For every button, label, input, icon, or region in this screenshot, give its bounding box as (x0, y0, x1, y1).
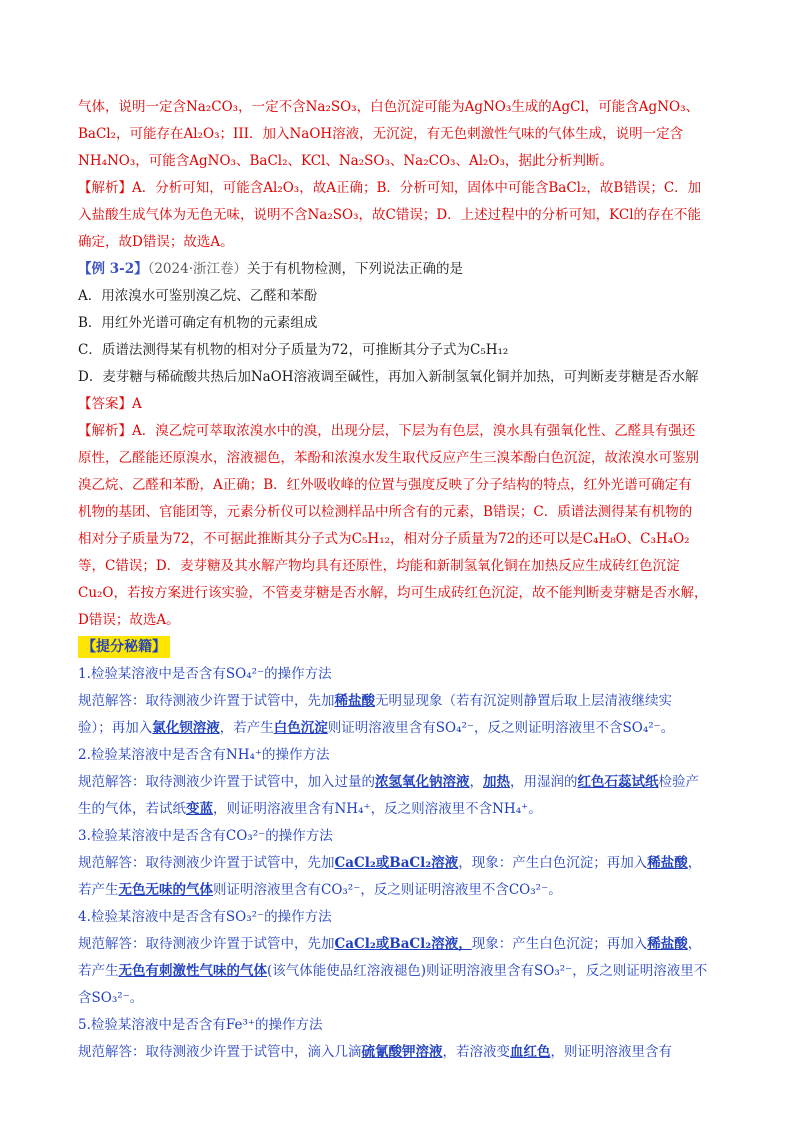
tip-text: ，若溶液变 (442, 1044, 510, 1060)
key-term: 氯化钡溶液 (152, 720, 220, 736)
tip-text: 无明显现象（若有沉淀则静置后取上层清液继续实 (375, 693, 672, 709)
key-term: 稀盐酸 (647, 936, 688, 952)
tip-text: 检验产 (658, 774, 699, 790)
tip-text: (该气体能使品红溶液褪色)则证明溶液里含有SO₃²⁻，反之则证明溶液里不 (267, 963, 708, 979)
analysis-line: 气体，说明一定含Na₂CO₃，一定不含Na₂SO₃，白色沉淀可能为AgNO₃生成的AgCl，可能含AgNO₃、 (78, 99, 699, 115)
key-term: 白色沉淀 (273, 720, 328, 736)
tips-title: 【提分秘籍】 (78, 636, 170, 658)
tip-line (78, 688, 738, 715)
tip-text: 验）；再加入 (78, 720, 153, 736)
analysis-line: NH₄NO₃，可能含AgNO₃、BaCl₂、KCl、Na₂SO₃、Na₂CO₃、Al₂O₃，据此分析判断。 (78, 153, 613, 169)
explanation-line: 溴乙烷、乙醛和苯酚，A正确；B．红外吸收峰的位置与强度反映了分子结构的特点，红外光谱可确定有 (78, 477, 692, 493)
key-term: CaCl₂或BaCl₂溶液， (334, 936, 472, 952)
tip-line (78, 931, 738, 958)
tip-line (78, 958, 738, 985)
tip-line (78, 769, 738, 796)
example-source: （2024·浙江卷） (147, 261, 247, 277)
tip-heading-5: 5.检验某溶液中是否含有Fe³⁺的操作方法 (78, 1017, 323, 1033)
tip-text: 规范解答：取待测液少许置于试管中，先加 (78, 693, 335, 709)
explanation-line: 确定，故D错误；故选A。 (78, 234, 234, 250)
document-page (78, 94, 738, 1066)
tip-line (78, 850, 738, 877)
example-tag: 【例 3-2】 (78, 261, 148, 277)
tip-text: 规范解答：取待测液少许置于试管中，滴入几滴 (78, 1044, 362, 1060)
tip-heading-3: 3.检验某溶液中是否含有CO₃²⁻的操作方法 (78, 828, 333, 844)
key-term: 稀盐酸 (334, 693, 375, 709)
option-c: C．质谱法测得某有机物的相对分子质量为72，可推断其分子式为C₅H₁₂ (78, 342, 509, 358)
example-header (78, 256, 738, 283)
tip-text: 含SO₃²⁻。 (78, 990, 144, 1006)
example-question: 关于有机物检测，下列说法正确的是 (247, 261, 463, 277)
key-term: 无色无味的气体 (118, 882, 213, 898)
tip-text: ，则证明溶液里含有 (550, 1044, 672, 1060)
tip-text: ，若产生 (219, 720, 274, 736)
explanation-line: 相对分子质量为72，不可据此推断其分子式为C₅H₁₂，相对分子质量为72的还可以是C₄H₈O、C₃H₄O₂ (78, 531, 690, 547)
explanation-line: 原性，乙醛能还原溴水，溶液褪色，苯酚和浓溴水发生取代反应产生三溴苯酚白色沉淀，故浓溴水可鉴别 (78, 450, 699, 466)
tip-heading-2: 2.检验某溶液中是否含有NH₄⁺的操作方法 (78, 747, 330, 763)
tip-text: 规范解答：取待测液少许置于试管中，先加 (78, 855, 335, 871)
tip-text: 生的气体，若试纸 (78, 801, 186, 817)
tip-text: ， (687, 936, 702, 952)
tip-text: ，用湿润的 (510, 774, 578, 790)
option-a: A．用浓溴水可鉴别溴乙烷、乙醛和苯酚 (78, 288, 318, 304)
key-term: 加热 (483, 774, 510, 790)
key-term: 无色有刺激性气味的气体 (118, 963, 267, 979)
option-b: B．用红外光谱可确定有机物的元素组成 (78, 315, 318, 331)
tip-text: ， (687, 855, 702, 871)
tip-heading-4: 4.检验某溶液中是否含有SO₃²⁻的操作方法 (78, 909, 332, 925)
explanation-line: 【解析】A．溴乙烷可萃取浓溴水中的溴，出现分层，下层为有色层，溴水具有强氧化性、乙醛具有强还 (78, 423, 696, 439)
option-d: D．麦芽糖与稀硫酸共热后加NaOH溶液调至碱性，再加入新制氢氧化铜并加热，可判断麦芽糖是否水解 (78, 369, 699, 385)
tip-text: 若产生 (78, 963, 119, 979)
tip-text: ， (469, 774, 483, 790)
analysis-line: BaCl₂，可能存在Al₂O₃；III．加入NaOH溶液，无沉淀，有无色刺激性气味的气体生成，说明一定含 (78, 126, 684, 142)
tip-line (78, 1039, 738, 1066)
explanation-line: 机物的基团、官能团等，元素分析仪可以检测样品中所含有的元素，B错误；C．质谱法测得某有机物的 (78, 504, 693, 520)
explanation-line: 入盐酸生成气体为无色无味，说明不含Na₂SO₃，故C错误；D．上述过程中的分析可知，KCl的存在不能 (78, 207, 702, 223)
tip-heading-1: 1.检验某溶液中是否含有SO₄²⁻的操作方法 (78, 666, 332, 682)
tips-title-row (78, 634, 738, 661)
key-term: 变蓝 (186, 801, 213, 817)
tip-text: 现象：产生白色沉淀；再加入 (471, 936, 648, 952)
tip-line (78, 715, 738, 742)
explanation-line: Cu₂O，若按方案进行该实验，不管麦芽糖是否水解，均可生成砖红色沉淀，故不能判断麦芽糖是否水解， (78, 585, 708, 601)
tip-line (78, 877, 738, 904)
tip-text: 若产生 (78, 882, 119, 898)
answer: 【答案】A (78, 396, 142, 412)
explanation-line: 等，C错误；D．麦芽糖及其水解产物均具有还原性，均能和新制氢氧化铜在加热反应生成砖红色沉淀 (78, 558, 680, 574)
key-term: 稀盐酸 (647, 855, 688, 871)
explanation-line: 【解析】A．分析可知，可能含Al₂O₃，故A正确；B．分析可知，固体中可能含BaCl₂，故B错误；C．加 (78, 180, 702, 196)
tip-line (78, 985, 738, 1012)
tip-text: 规范解答：取待测液少许置于试管中，先加 (78, 936, 335, 952)
key-term: 硫氰酸钾溶液 (361, 1044, 443, 1060)
key-term: 浓氢氧化钠溶液 (375, 774, 470, 790)
key-term: 血红色 (510, 1044, 551, 1060)
key-term: 红色石蕊试纸 (577, 774, 659, 790)
tip-line (78, 796, 738, 823)
key-term: CaCl₂或BaCl₂溶液 (334, 855, 459, 871)
tip-text: 则证明溶液里含有CO₃²⁻，反之则证明溶液里不含CO₃²⁻。 (213, 882, 562, 898)
tip-text: 规范解答：取待测液少许置于试管中，加入过量的 (78, 774, 375, 790)
tip-text: 则证明溶液里含有SO₄²⁻，反之则证明溶液里不含SO₄²⁻。 (327, 720, 675, 736)
tip-text: ，现象：产生白色沉淀；再加入 (458, 855, 648, 871)
tip-text: ，则证明溶液里含有NH₄⁺，反之则溶液里不含NH₄⁺。 (213, 801, 542, 817)
tips-list (78, 661, 738, 1066)
explanation-line: D错误；故选A。 (78, 612, 180, 628)
